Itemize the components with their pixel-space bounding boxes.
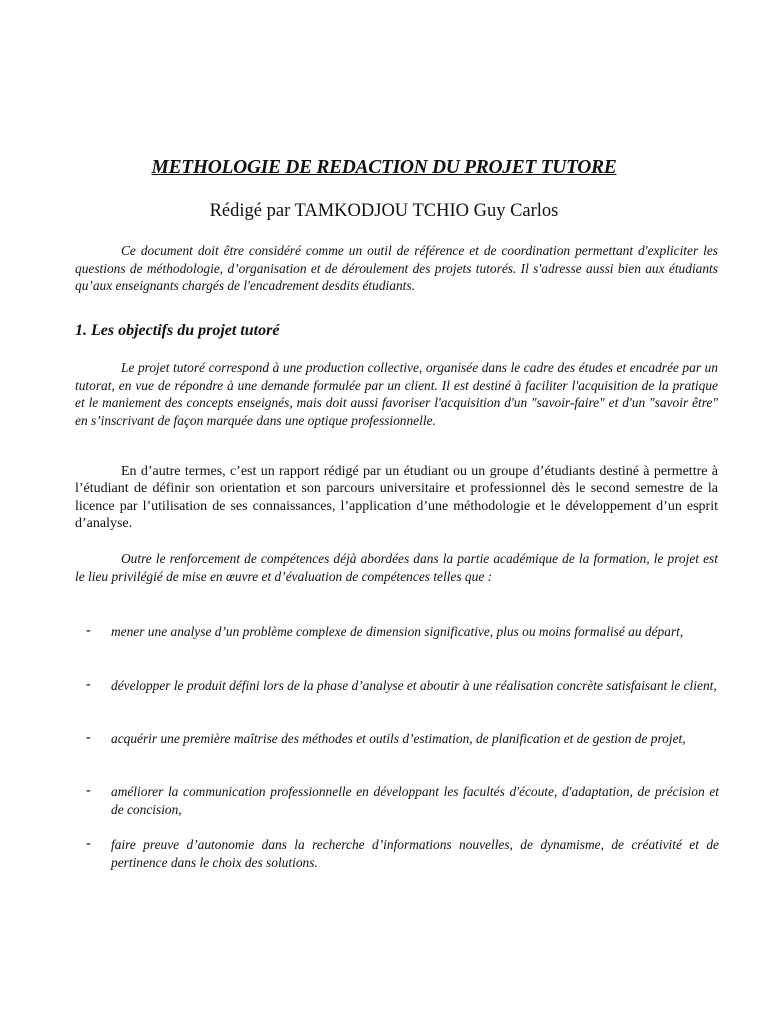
list-item-text: améliorer la communication professionnelle en développant les facultés d'écoute, d'adaptation, de précision et de concision, [111,784,719,817]
section-heading-objectifs: 1. Les objectifs du projet tutoré [75,322,280,339]
bullet-dash: - [86,677,91,692]
paragraph-projet-tutore: Le projet tutoré correspond à une production collective, organisée dans le cadre des études et encadrée par un tutorat, en vue de répondre à une demande formulée par un client. Il est destiné à faciliter l'acquisition de la pratique et le maniement des concepts enseignés, mais doit aussi favoriser l'acquisition d'un "savoir-faire" et d'un "savoir être" en s’inscrivant de façon marquée dans une optique professionnelle. [75,360,718,428]
bullet-dash: - [86,623,91,638]
list-item-text: acquérir une première maîtrise des méthodes et outils d’estimation, de planification et de gestion de projet, [111,731,686,746]
bullet-dash: - [86,730,91,745]
list-item-text: développer le produit défini lors de la phase d’analyse et aboutir à une réalisation concrète satisfaisant le client, [111,678,717,693]
bullet-dash: - [86,783,91,798]
document-title: METHOLOGIE DE REDACTION DU PROJET TUTORE [151,157,617,178]
list-item-text: faire preuve d’autonomie dans la recherche d’informations nouvelles, de dynamisme, de créativité et de pertinence dans le choix des solutions. [111,837,719,870]
paragraph-competences: Outre le renforcement de compétences déjà abordées dans la partie académique de la formation, le projet est le lieu privilégié de mise en œuvre et d’évaluation de compétences telles que : [75,551,718,584]
list-item-text: mener une analyse d’un problème complexe de dimension significative, plus ou moins formalisé au départ, [111,624,684,639]
paragraph-autre-termes: En d’autre termes, c’est un rapport rédigé par un étudiant ou un groupe d’étudiants destiné à permettre à l’étudiant de définir son orientation et son parcours universitaire et professionnel dès le second semestre de la licence par l’utilisation de ses connaissances, l’application d’une méthodologie et le développement d’un esprit d’analyse. [75,464,718,532]
author-line: Rédigé par TAMKODJOU TCHIO Guy Carlos [209,201,559,221]
intro-paragraph: Ce document doit être considéré comme un outil de référence et de coordination permettant d'expliciter les questions de méthodologie, d’organisation et de déroulement des projets tutorés. Il s'adresse aussi bien aux étudiants qu’aux enseignants chargés de l'encadrement desdits étudiants. [75,243,718,294]
bullet-dash: - [86,836,91,851]
